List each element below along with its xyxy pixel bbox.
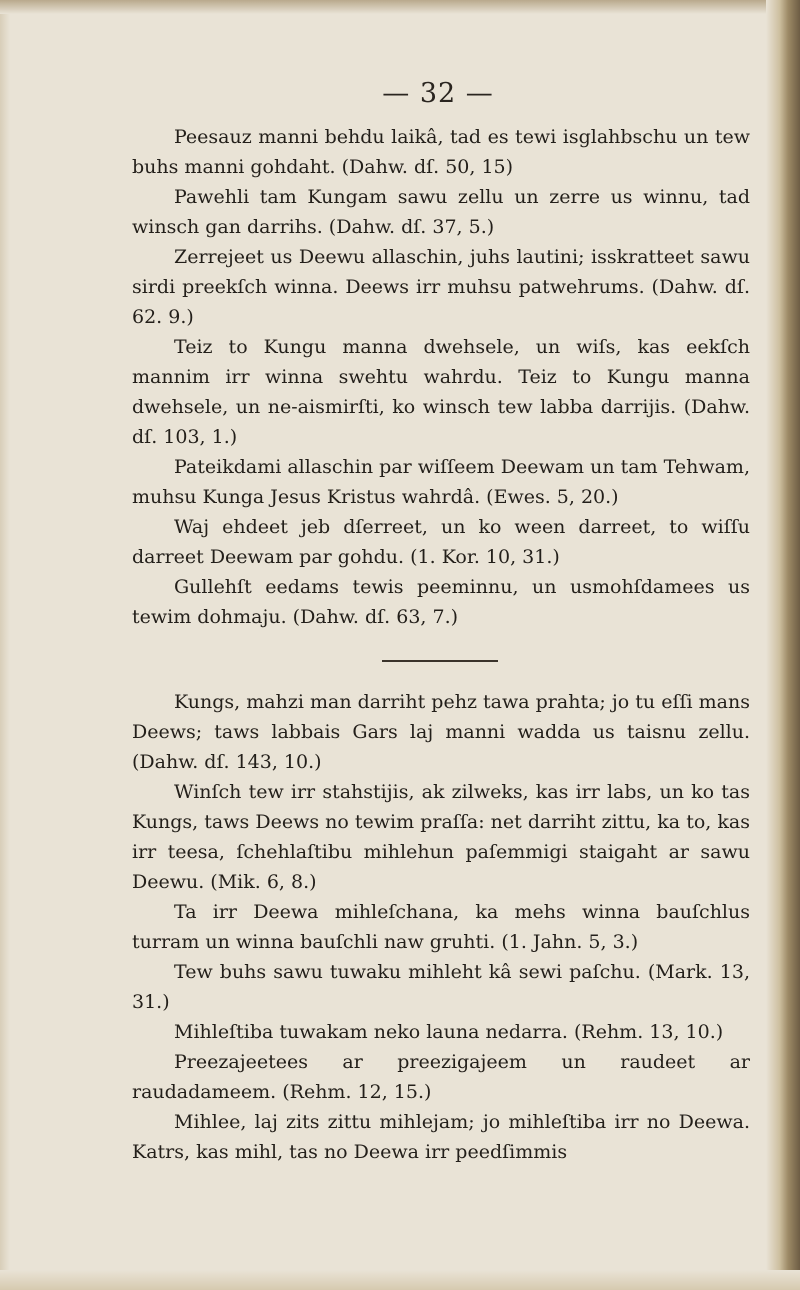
verse-paragraph: Pateikdami allaschin par wiſſeem Deewam un tam Tehwam, muhsu Kunga Jesus Kristus wahrdâ. (Ewes. 5, 20.) [132,456,750,508]
verse-paragraph: Tew buhs sawu tuwaku mihleht kâ sewi paſchu. (Mark. 13, 31.) [132,961,750,1013]
verse-paragraph: Winſch tew irr stahstijis, ak zilweks, kas irr labs, un ko tas Kungs, taws Deews no tewim praſſa: net darriht zittu, ka to, kas irr teesa, ſchehlaſtibu mihlehun paſemmigi staigaht ar sawu Deewu. (Mik. 6, 8.) [132,781,750,893]
page-left-edge [0,0,10,1290]
verse-paragraph: Pawehli tam Kungam sawu zellu un zerre us winnu, tad winsch gan darrihs. (Dahw. dſ. 37, 5.) [132,186,750,238]
verse-section-1 [132,122,750,632]
verse-paragraph: Zerrejeet us Deewu allaschin, juhs lautini; isskratteet sawu sirdi preekſch winna. Deews irr muhsu patwehrums. (Dahw. dſ. 62. 9.) [132,246,750,328]
verse-paragraph: Mihlee, laj zits zittu mihlejam; jo mihleſtiba irr no Deewa. Katrs, kas mihl, tas no Deewa irr peedſimmis [132,1111,750,1163]
verse-paragraph: Teiz to Kungu manna dwehsele, un wiſs, kas eekſch mannim irr winna swehtu wahrdu. Teiz to Kungu manna dwehsele, un ne-aismirſti, ko winsch tew labba darrijis. (Dahw. dſ. 103, 1.) [132,336,750,448]
verse-paragraph: Preezajeetees ar preezigajeem un raudeet ar raudadameem. (Rehm. 12, 15.) [132,1051,750,1103]
verse-paragraph: Mihleſtiba tuwakam neko launa nedarra. (Rehm. 13, 10.) [174,1021,724,1043]
page-spine-shadow [766,0,800,1290]
verse-section-2 [132,687,750,1167]
page-number: — 32 — [382,78,494,109]
page-top-edge [0,0,800,14]
verse-paragraph: Kungs, mahzi man darriht pehz tawa prahta; jo tu eſſi mans Deews; taws labbais Gars laj manni wadda us taisnu zellu. (Dahw. dſ. 143, 10.) [132,691,750,773]
verse-paragraph: Waj ehdeet jeb dſerreet, un ko ween darreet, to wiſſu darreet Deewam par gohdu. (1. Kor. 10, 31.) [132,516,750,568]
section-divider [382,660,498,662]
page-bottom-edge [0,1270,800,1290]
verse-paragraph: Peesauz manni behdu laikâ, tad es tewi isglahbschu un tew buhs manni gohdaht. (Dahw. dſ. 50, 15) [132,126,750,178]
verse-paragraph: Gullehſt eedams tewis peeminnu, un usmohſdamees us tewim dohmaju. (Dahw. dſ. 63, 7.) [132,576,750,628]
verse-paragraph: Ta irr Deewa mihleſchana, ka mehs winna bauſchlus turram un winna bauſchli naw gruhti. (1. Jahn. 5, 3.) [132,901,750,953]
